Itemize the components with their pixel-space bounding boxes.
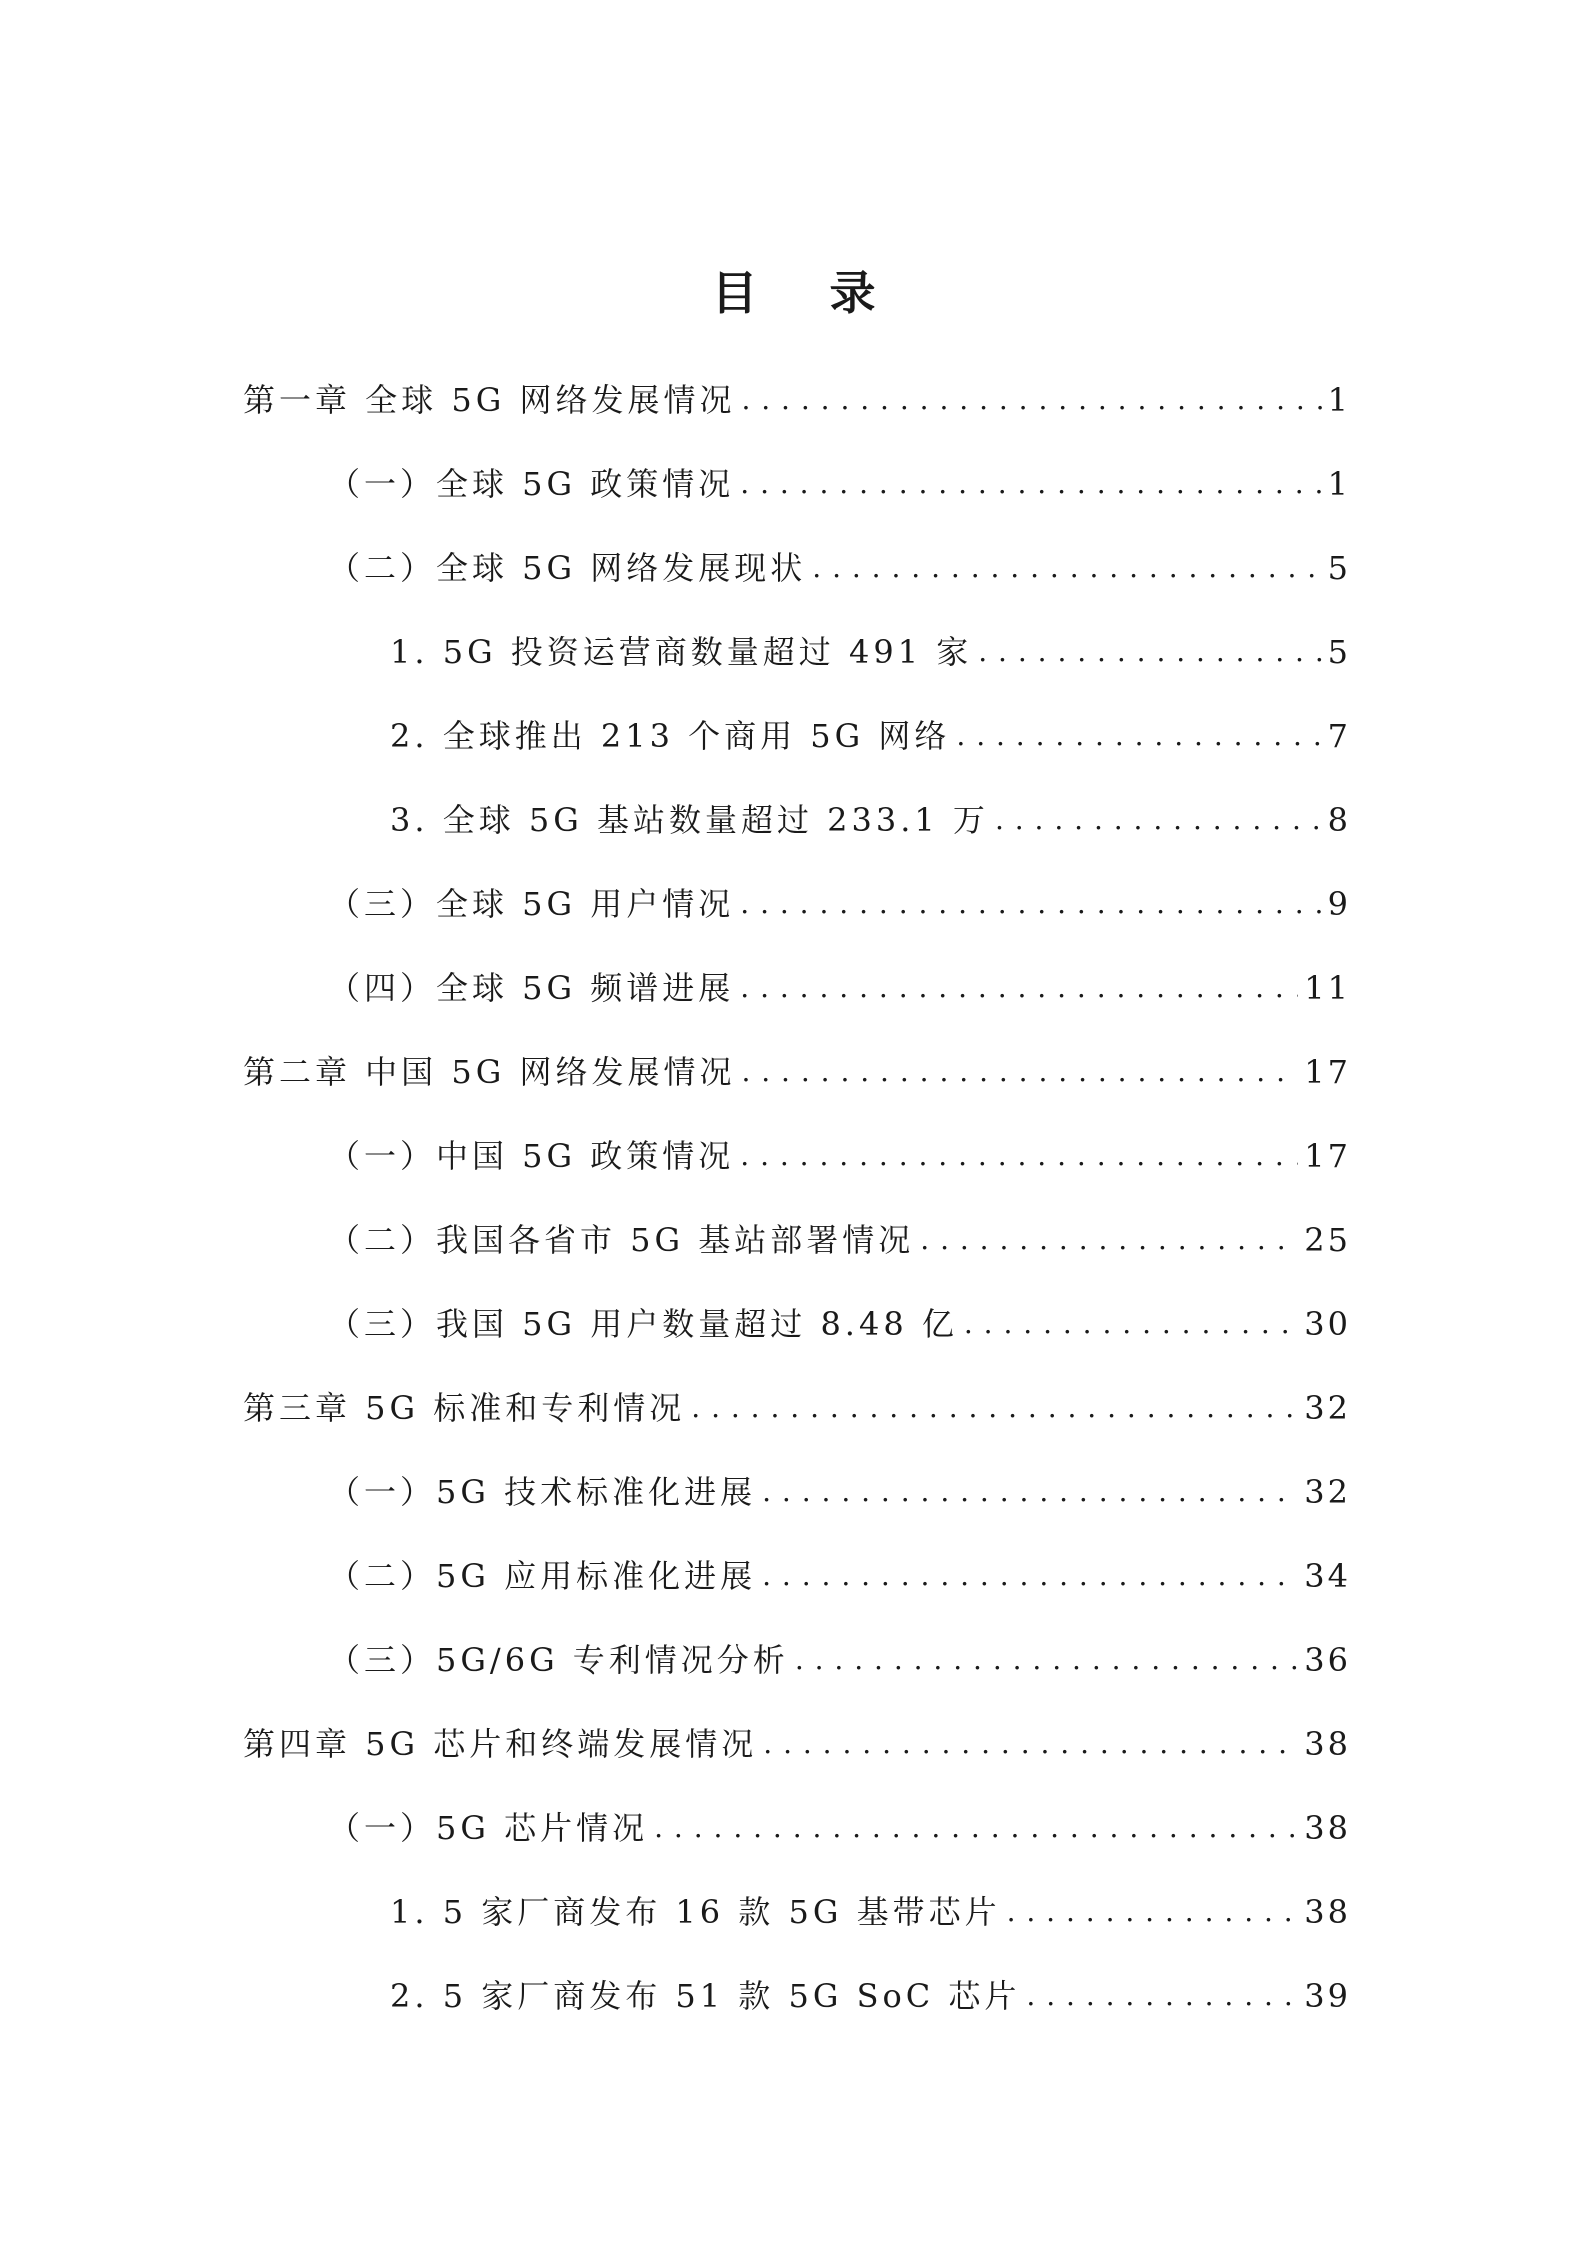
toc-entry-subsection[interactable] <box>390 784 1351 840</box>
toc-entry-page-number: 34 <box>1304 1557 1351 1595</box>
toc-entry-subsection[interactable] <box>390 1960 1351 2016</box>
toc-dot-leader <box>762 1472 1298 1512</box>
toc-entry-page-number: 30 <box>1304 1305 1351 1343</box>
toc-dot-leader <box>1007 1892 1299 1932</box>
page-title: 目 录 <box>711 265 904 320</box>
toc-entry-label: （四）全球 5G 频谱进展 <box>328 969 735 1007</box>
toc-entry-page-number: 5 <box>1327 549 1351 587</box>
toc-entry-chapter-1[interactable] <box>243 364 1351 420</box>
toc-entry-chapter-4[interactable] <box>243 1708 1351 1764</box>
toc-entry-label: 第三章 5G 标准和专利情况 <box>243 1389 686 1427</box>
toc-entry-label: （一）全球 5G 政策情况 <box>328 465 735 503</box>
toc-entry-section[interactable] <box>328 1540 1351 1596</box>
toc-dot-leader <box>741 1052 1298 1092</box>
toc-entry-label: （二）我国各省市 5G 基站部署情况 <box>328 1221 915 1259</box>
toc-dot-leader <box>762 1556 1298 1596</box>
toc-entry-page-number: 9 <box>1327 885 1351 923</box>
toc-entry-label: 第一章 全球 5G 网络发展情况 <box>243 381 736 419</box>
toc-entry-page-number: 11 <box>1304 969 1351 1007</box>
toc-entry-page-number: 7 <box>1327 717 1351 755</box>
toc-dot-leader <box>995 800 1322 840</box>
toc-dot-leader <box>964 1304 1298 1344</box>
toc-entry-page-number: 25 <box>1304 1221 1351 1259</box>
toc-entry-label: 1. 5 家厂商发布 16 款 5G 基带芯片 <box>390 1893 1001 1931</box>
toc-dot-leader <box>740 968 1298 1008</box>
toc-entry-page-number: 38 <box>1304 1893 1351 1931</box>
toc-entry-label: 3. 全球 5G 基站数量超过 233.1 万 <box>390 801 989 839</box>
toc-entry-label: （二）全球 5G 网络发展现状 <box>328 549 807 587</box>
toc-entry-label: （一）5G 芯片情况 <box>328 1809 649 1847</box>
toc-entry-page-number: 1 <box>1327 381 1351 419</box>
toc-entry-label: 第四章 5G 芯片和终端发展情况 <box>243 1725 758 1763</box>
toc-entry-label: （二）5G 应用标准化进展 <box>328 1557 757 1595</box>
toc-dot-leader <box>740 1136 1298 1176</box>
toc-dot-leader <box>741 380 1321 420</box>
toc-dot-leader <box>978 632 1321 672</box>
toc-entry-page-number: 39 <box>1304 1977 1351 2015</box>
toc-dot-leader <box>691 1388 1298 1428</box>
toc-entry-section[interactable] <box>328 1456 1351 1512</box>
toc-entry-page-number: 17 <box>1304 1137 1351 1175</box>
toc-dot-leader <box>740 884 1321 924</box>
toc-entry-page-number: 17 <box>1304 1053 1351 1091</box>
toc-entry-label: （一）中国 5G 政策情况 <box>328 1137 735 1175</box>
toc-dot-leader <box>956 716 1321 756</box>
toc-entry-page-number: 5 <box>1327 633 1351 671</box>
toc-entry-label: （三）全球 5G 用户情况 <box>328 885 735 923</box>
toc-entry-section[interactable] <box>328 1624 1351 1680</box>
toc-entry-label: 2. 5 家厂商发布 51 款 5G SoC 芯片 <box>390 1977 1021 2015</box>
toc-dot-leader <box>740 464 1321 504</box>
toc-entry-chapter-3[interactable] <box>243 1372 1351 1428</box>
toc-dot-leader <box>795 1640 1298 1680</box>
toc-entry-section[interactable] <box>328 532 1351 588</box>
toc-entry-label: （三）我国 5G 用户数量超过 8.48 亿 <box>328 1305 958 1343</box>
toc-entry-page-number: 36 <box>1304 1641 1351 1679</box>
toc-entry-page-number: 8 <box>1327 801 1351 839</box>
toc-entry-chapter-2[interactable] <box>243 1036 1351 1092</box>
toc-entry-label: 第二章 中国 5G 网络发展情况 <box>243 1053 736 1091</box>
toc-dot-leader <box>812 548 1321 588</box>
toc-entry-label: （一）5G 技术标准化进展 <box>328 1473 757 1511</box>
toc-entry-page-number: 1 <box>1327 465 1351 503</box>
toc-entry-section[interactable] <box>328 1792 1351 1848</box>
toc-entry-section[interactable] <box>328 448 1351 504</box>
toc-entry-page-number: 32 <box>1304 1389 1351 1427</box>
toc-entry-section[interactable] <box>328 1204 1351 1260</box>
toc-entry-subsection[interactable] <box>390 700 1351 756</box>
toc-dot-leader <box>1026 1976 1298 2016</box>
toc-entry-section[interactable] <box>328 1120 1351 1176</box>
toc-entry-section[interactable] <box>328 952 1351 1008</box>
toc-entry-page-number: 38 <box>1304 1809 1351 1847</box>
toc-entry-label: 1. 5G 投资运营商数量超过 491 家 <box>390 633 973 671</box>
toc-entry-label: （三）5G/6G 专利情况分析 <box>328 1641 789 1679</box>
toc-entry-subsection[interactable] <box>390 1876 1351 1932</box>
toc-entry-label: 2. 全球推出 213 个商用 5G 网络 <box>390 717 951 755</box>
toc-dot-leader <box>763 1724 1298 1764</box>
toc-dot-leader <box>920 1220 1298 1260</box>
toc-entry-subsection[interactable] <box>390 616 1351 672</box>
toc-entry-page-number: 32 <box>1304 1473 1351 1511</box>
toc-entry-section[interactable] <box>328 1288 1351 1344</box>
toc-entry-section[interactable] <box>328 868 1351 924</box>
toc-entry-page-number: 38 <box>1304 1725 1351 1763</box>
toc-dot-leader <box>654 1808 1298 1848</box>
